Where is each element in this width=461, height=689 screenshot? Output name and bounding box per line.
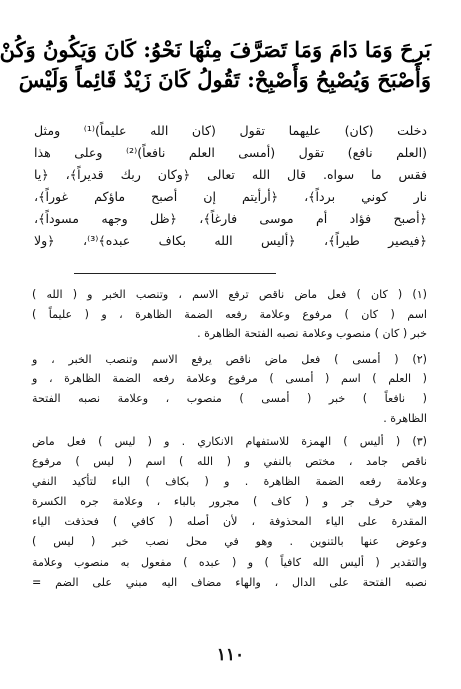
commentary-line: فقس ما سواه. قال الله تعالى ﴿وكان ربك قديراً﴾، ﴿يا <box>34 167 427 182</box>
commentary-line: نار كوني برداً﴾، ﴿أرأيتم إن أصبح ماؤكم غوراً﴾، <box>34 189 427 204</box>
footnote-line: الظاهرة . <box>383 412 427 425</box>
footnote-line: (١) ( كان ) فعل ماض ناقص ترفع الاسم ، وتنصب الخبر و ( الله ) <box>32 288 427 301</box>
footnote-divider <box>74 273 276 274</box>
footnote-line: وهي حرف جر و ( كاف ) مجرور بالباء ، وعلامة جره الكسرة <box>32 495 427 508</box>
footnote-line: وعوض عنها بالتنوين . وهو في محل نصب خبر ( ليس ) <box>32 535 427 548</box>
footnote-line: والتقدير ( أليس الله كافياً ) و ( عبده ) مفعول به منصوب وعلامة <box>32 556 427 569</box>
footnote-line: وعلامة رفعه الضمة الظاهرة . و ( بكاف ) الباء لتأكيد النفي <box>32 475 427 488</box>
footnote-line: ناقص جامد ، مختص بالنفي و ( الله ) اسم ( ليس ) مرفوع <box>32 455 427 468</box>
commentary-line: ﴿أصبح فؤاد أم موسى فارغاً﴾، ﴿ظل وجهه مسوداً﴾، <box>34 211 427 226</box>
page-number: ١١٠ <box>216 645 245 665</box>
footnote-line: نصبه الفتحة على الدال ، والهاء مضاف اليه مبني على الضم = <box>32 576 427 589</box>
commentary-line: ﴿فيصير طيراً﴾، ﴿أليس الله بكاف عبده﴾⁽³⁾، ﴿ولا <box>34 233 427 248</box>
verse-line: بَرِحَ وَمَا دَامَ وَمَا تَصَرَّفَ مِنْهَا نَحْوُ: كَانَ وَيَكُونُ وَكُنْ <box>0 37 431 62</box>
commentary-line: دخلت (كان) عليهما تقول (كان الله عليماً)⁽¹⁾ ومثل <box>34 123 428 138</box>
footnote-line: (٢) ( أمسى ) فعل ماض ناقص يرفع الاسم وتنصب الخبر ، و <box>32 353 427 366</box>
footnote-line: اسم ( كان ) مرفوع وعلامة رفعه الضمة الظاهرة ، و ( عليماً ) <box>32 308 427 321</box>
footnote-line: (٣) ( أليس ) الهمزة للاستفهام الانكاري . و ( ليس ) فعل ماض <box>32 435 427 448</box>
verse-line: وَأَصْبَحَ وَيُصْبِحُ وَأَصْبِحْ: تَقُولُ كَانَ زَيْدٌ قَائِماً وَلَيْسَ <box>18 67 431 92</box>
footnote-line: ( نافعاً ) خبر ( أمسى ) منصوب ، وعلامة نصبه الفتحة <box>32 392 427 405</box>
footnote-line: ( العلم ) اسم ( أمسى ) مرفوع وعلامة رفعه الضمة الظاهرة ، و <box>32 372 427 385</box>
footnote-line: المقدرة على الياء المحذوفة ، لأن أصله ( كافي ) فحذفت الياء <box>32 515 427 528</box>
commentary-line: (العلم نافع) تقول (أمسى العلم نافعاً)⁽²⁾ وعلى هذا <box>34 145 427 160</box>
footnote-line: خبر ( كان ) منصوب وعلامة نصبه الفتحة الظاهرة . <box>197 327 427 340</box>
